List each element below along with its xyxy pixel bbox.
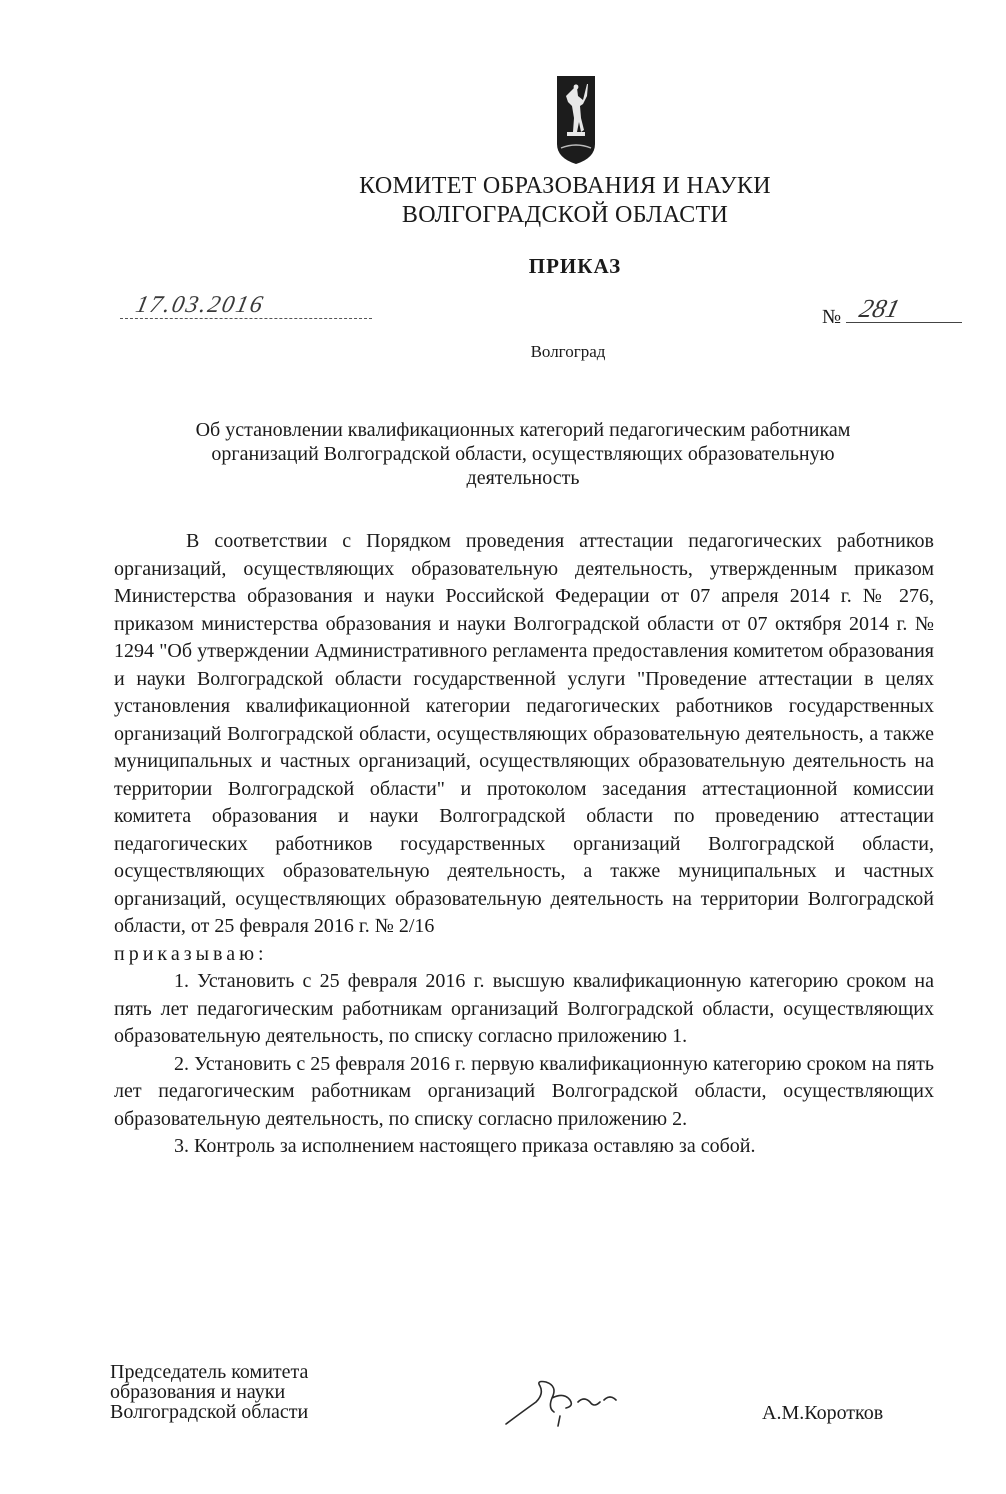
signatory-title-line-3: Волгоградской области [110,1401,309,1423]
order-item-1: 1. Установить с 25 февраля 2016 г. высшую квалификационную категорию сроком на пять лет педагогическим работникам организаций Волгоградской области, осуществляющих образовательную деятельность, по списку согласно приложению 1. [114,970,934,1047]
number-label: № [822,306,842,328]
city: Волгоград [530,342,606,361]
signatory-title-line-2: образования и науки [110,1381,286,1403]
document-type: ПРИКАЗ [528,254,622,278]
organization-name [300,172,830,230]
organization-line-2: ВОЛГОГРАДСКОЙ ОБЛАСТИ [401,202,729,228]
subject-line-2: организаций Волгоградской области, осуществляющих образовательную [211,443,835,465]
document-body [114,528,934,1161]
document-number: 281 [856,294,903,323]
document-subject [110,418,936,490]
order-item-3: 3. Контроль за исполнением настоящего приказа оставляю за собой. [174,1135,756,1157]
signatory-title [110,1362,308,1422]
order-item-2: 2. Установить с 25 февраля 2016 г. первую квалификационную категорию сроком на пять лет педагогическим работникам организаций Волгоградской области, осуществляющих образовательную деятельность, по списку согласно приложению 2. [114,1052,934,1130]
subject-line-3: деятельность [466,467,580,489]
subject-line-1: Об установлении квалификационных категорий педагогическим работникам [195,419,851,441]
signatory-name: А.М.Коротков [762,1402,884,1424]
organization-line-1: КОМИТЕТ ОБРАЗОВАНИЯ И НАУКИ [359,173,771,199]
preamble-paragraph: В соответствии с Порядком проведения аттестации педагогических работников организаций, осуществляющих образовательную деятельность, утвержденным приказом Министерства образования и науки Российской Федерации от 07 апреля 2014 г. № 276, приказом министерства образования и науки Волгоградской области от 07 октября 2014 г. № 1294 "Об утверждении Административного регламента предоставления комитетом образования и науки Волгоградской области государственной услуги "Проведение аттестации в целях установления квалификационной категории педагогических работников государственных организаций Волгоградской области, осуществляющих образовательную деятельность, а также муниципальных и частных организаций, осуществляющих образовательную деятельность на территории Волгоградской области" и протоколом заседания аттестационной комиссии комитета образования и науки Волгоградской области по проведению аттестации педагогических работников государственных организаций Волгоградской области, осуществляющих образовательную деятельность, а также муниципальных и частных организаций, осуществляющих образовательную деятельность на территории Волгоградской области, от 25 февраля 2016 г. № 2/16 [114,530,934,937]
coat-of-arms-icon [555,74,597,166]
handwritten-signature [500,1372,650,1432]
document-date: 17.03.2016 [133,292,267,318]
signatory-title-line-1: Председатель комитета [110,1361,309,1383]
order-word: приказываю: [114,942,268,965]
